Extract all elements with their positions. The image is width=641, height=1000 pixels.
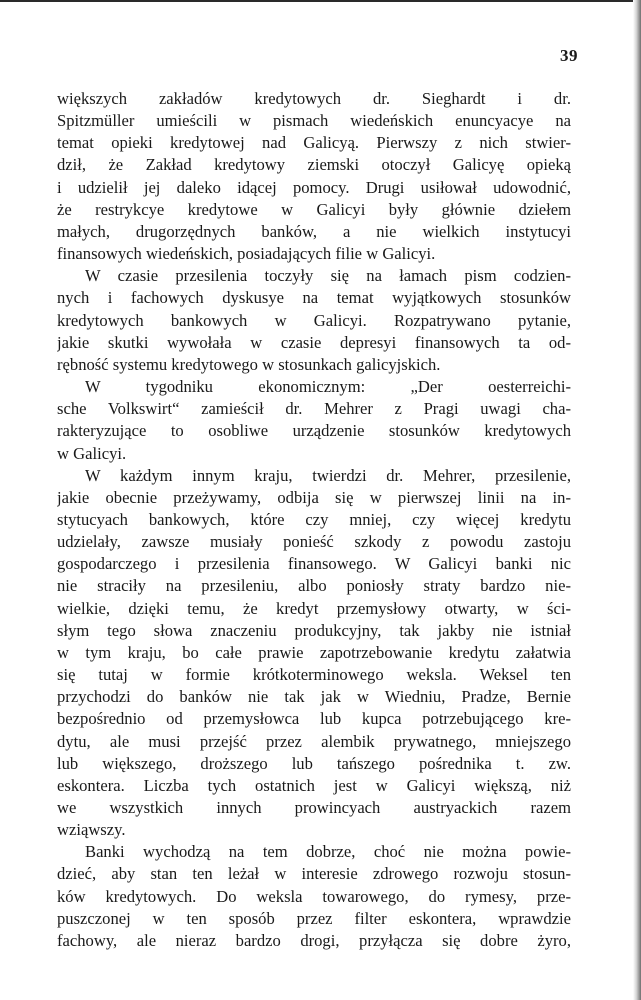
text-line: dzieć, aby stan ten leżał w interesie zdrowego rozwoju stosun- (57, 864, 571, 884)
text-line: stytucyach bankowych, które czy mniej, czy więcej kredytu (57, 509, 571, 529)
text-line: fachowy, ale nieraz bardzo drogi, przyłącza się dobre żyro, (57, 930, 571, 950)
text-line: Spitzmüller umieścili w pismach wiedeńskich enuncyacye na (57, 111, 571, 131)
text-line: gospodarczego i przesilenia finansowego. W Galicyi banki nic (57, 554, 571, 574)
text-line: we wszystkich innych prowincyach austryackich razem (57, 798, 571, 817)
text-line: finansowych wiedeńskich, posiadających filie w Galicyi. (57, 244, 436, 264)
text-line: rakteryzujące to osobliwe urządzenie stosunków kredytowych (57, 421, 571, 441)
text-line: Banki wychodzą na tem dobrze, choć nie można powie- (85, 842, 571, 862)
text-line: dytu, ale musi przejść przez alembik prywatnego, mniejszego (57, 731, 571, 751)
text-line: rębność systemu kredytowego w stosunkach galicyjskich. (57, 354, 441, 374)
text-line: ków kredytowych. Do weksla towarowego, do rymesy, prze- (57, 886, 571, 906)
text-line: wziąwszy. (57, 820, 126, 840)
text-line: temat opieki kredytowej nad Galicyą. Pierwszy z nich stwier- (57, 133, 571, 153)
text-line: przychodzi do banków nie tak jak w Wiedniu, Pradze, Bernie (57, 687, 571, 707)
text-line: W tygodniku ekonomicznym: „Der oesterreichi- (85, 377, 571, 397)
text-line: większych zakładów kredytowych dr. Sieghardt i dr. (57, 89, 571, 108)
text-line: w Galicyi. (57, 443, 127, 463)
text-line: lub większego, droższego lub tańszego pośrednika t. zw. (57, 753, 571, 773)
text-line: i udzielił jej daleko idącej pomocy. Drugi usiłował udowodnić, (57, 177, 571, 197)
text-line: kredytowych bankowych w Galicyi. Rozpatrywano pytanie, (57, 310, 571, 330)
scan-right-edge (633, 0, 641, 1000)
text-line: W czasie przesilenia toczyły się na łamach pism codzien- (85, 266, 571, 286)
text-line: w tym kraju, bo całe prawie zapotrzebowanie kredytu załatwia (57, 642, 571, 662)
text-line: sche Volkswirt“ zamieścił dr. Mehrer z Pragi uwagi cha- (57, 399, 571, 419)
text-line: bezpośrednio od przemysłowca lub kupca potrzebującego kre- (57, 709, 571, 729)
text-line: puszczonej w ten sposób przez filter eskontera, wprawdzie (57, 908, 571, 928)
text-line: eskontera. Liczba tych ostatnich jest w Galicyi większą, niż (57, 775, 571, 795)
text-line: jakie obecnie przeżywamy, odbija się w pierwszej linii na in- (57, 487, 571, 507)
text-line: się tutaj w formie krótkoterminowego weksla. Weksel ten (57, 665, 571, 685)
text-line: nych i fachowych dyskusye na temat wyjątkowych stosunków (57, 288, 571, 308)
text-line: że restrykcye kredytowe w Galicyi były głównie dziełem (57, 199, 571, 219)
text-line: wielkie, dzięki temu, że kredyt przemysłowy otwarty, w ści- (57, 598, 571, 618)
text-line: nie straciły na przesileniu, albo poniosły straty bardzo nie- (57, 576, 571, 596)
text-line: słym tego słowa znaczeniu produkcyjny, tak jakby nie istniał (57, 620, 571, 640)
text-line: jakie skutki wywołała w czasie depresyi finansowych ta od- (57, 332, 571, 352)
text-line: W każdym innym kraju, twierdzi dr. Mehrer, przesilenie, (85, 465, 571, 485)
text-line: małych, drugorzędnych banków, a nie wielkich instytucyi (57, 221, 571, 241)
scan-top-edge (0, 0, 641, 2)
page-number: 39 (560, 46, 578, 65)
body-text (57, 88, 571, 952)
text-line: udzielały, zawsze musiały ponieść szkody z powodu zastoju (57, 532, 571, 552)
text-line: dził, że Zakład kredytowy ziemski otoczył Galicyę opieką (57, 155, 571, 175)
